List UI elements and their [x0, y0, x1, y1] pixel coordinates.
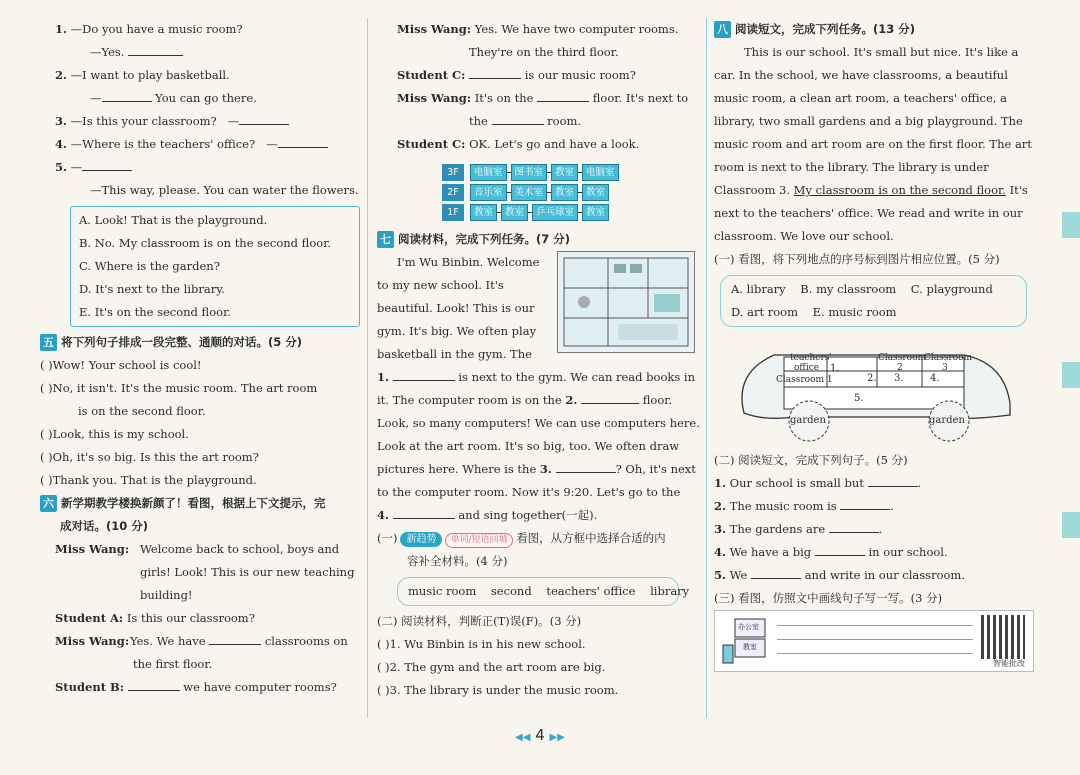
column-divider — [367, 18, 368, 718]
prev-page-icon[interactable]: ◀◀ — [515, 732, 531, 743]
passage-line: to the computer room. Now it's 9:20. Let's go to the — [377, 485, 681, 499]
passage-line: Look at the art room. It's so big, too. We often draw — [377, 439, 680, 453]
option-e: E. It's on the second floor. — [79, 305, 231, 319]
dialog-line: building! — [140, 588, 193, 602]
section-6-title-cont: 成对话。(10 分) — [60, 519, 149, 533]
passage-line: I'm Wu Binbin. Welcome — [397, 255, 540, 269]
writing-line[interactable] — [777, 639, 973, 640]
subtask-1-title: (一) 新趋势 单词/短语回填 看图，从方框中选择合适的内 — [377, 527, 699, 550]
answer-blank[interactable] — [278, 134, 328, 148]
word-box: music room second teachers' office library — [397, 577, 679, 606]
order-item: ( )No, it isn't. It's the music room. The art room — [40, 381, 318, 395]
passage-line: music room and art room are on the first floor. The art — [714, 137, 1032, 151]
car-school-diagram: teachers' office 1. Classroom Classroom 2 3 Classroom 1 2. 3. 4. 5. garden garden — [714, 333, 1034, 443]
fill-item: 4. We have a big in our school. — [714, 541, 1034, 564]
option-d: D. It's next to the library. — [79, 282, 225, 296]
fill-item: 3. The gardens are . — [714, 518, 1034, 541]
passage-line: music room, a clean art room, a teachers' office, a — [714, 91, 1007, 105]
answer-blank[interactable] — [829, 519, 879, 533]
passage-7 — [377, 251, 699, 527]
order-item: ( )Thank you. That is the playground. — [40, 473, 257, 487]
floor-row: 1F 教室 教室 乒乓球室 教室 — [442, 202, 699, 222]
answer-blank[interactable] — [581, 390, 639, 404]
writing-area: 办公室 教室 智能批改 — [714, 610, 1034, 672]
next-page-icon[interactable]: ▶▶ — [549, 732, 565, 743]
dialog-line: Student A: Is this our classroom? — [55, 611, 255, 625]
dialog-line: Student B: we have computer rooms? — [55, 676, 360, 699]
section-8-title: 八 阅读短文，完成下列任务。(13 分) — [714, 18, 1034, 41]
column-divider — [706, 18, 707, 718]
q2-answer: — You can go there. — [55, 87, 360, 110]
passage-line: basketball in the gym. The — [377, 347, 532, 361]
dialog-line: Student C: OK. Let's go and have a look. — [397, 137, 640, 151]
side-tab — [1062, 512, 1080, 538]
column-right — [714, 18, 1034, 672]
answer-blank[interactable] — [393, 505, 455, 519]
dialog-line: girls! Look! This is our new teaching — [140, 565, 355, 579]
subtask-3-title: (三) 看图，仿照文中画线句子写一写。(3 分) — [714, 591, 943, 605]
option-b: B. No. My classroom is on the second floor. — [79, 236, 332, 250]
q5-answer: —This way, please. You can water the flowers. — [90, 183, 359, 197]
side-tab — [1062, 212, 1080, 238]
q3: 3. —Is this your classroom? — — [55, 110, 360, 133]
writing-line[interactable] — [777, 653, 973, 654]
q1: 1. —Do you have a music room? — [55, 22, 243, 36]
q5: 5. — — [55, 156, 360, 179]
answer-blank[interactable] — [102, 88, 152, 102]
school-illustration — [557, 251, 695, 353]
dialog-line: Student C: is our music room? — [377, 64, 699, 87]
answer-blank[interactable] — [537, 88, 589, 102]
order-item: ( )Wow! Your school is cool! — [40, 358, 202, 372]
answer-blank[interactable] — [82, 157, 132, 171]
passage-line: 1. is next to the gym. We can read books in — [377, 366, 699, 389]
tf-item: ( )1. Wu Binbin is in his new school. — [377, 637, 586, 651]
order-item-cont: is on the second floor. — [78, 404, 206, 418]
writing-line[interactable] — [777, 625, 973, 626]
passage-line: Look, so many computers! We can use computers here. — [377, 416, 700, 430]
subtask-2-title: (二) 阅读短文，完成下列句子。(5 分) — [714, 453, 908, 467]
dialog-line: They're on the third floor. — [469, 45, 619, 59]
answer-blank[interactable] — [556, 459, 616, 473]
qr-code-icon[interactable] — [981, 615, 1025, 659]
places-box: A. library B. my classroom C. playground D. art room E. music room — [720, 275, 1027, 327]
answer-blank[interactable] — [128, 42, 183, 56]
answer-blank[interactable] — [128, 677, 180, 691]
passage-line: to my new school. It's — [377, 278, 504, 292]
q2: 2. —I want to play basketball. — [55, 68, 230, 82]
dialog-line: the room. — [377, 110, 699, 133]
passage-line: classroom. We love our school. — [714, 229, 894, 243]
floor-row: 3F 电脑室 图书室 教室 电脑室 — [442, 162, 699, 182]
page-footer — [0, 726, 1080, 744]
section-7-title: 七 阅读材料，完成下列任务。(7 分) — [377, 228, 699, 251]
dialog-line: Miss Wang:Yes. We have classrooms on — [55, 630, 360, 653]
fill-item: 5. We and write in our classroom. — [714, 564, 1034, 587]
answer-blank[interactable] — [751, 565, 801, 579]
section-6-title: 六 新学期教学楼换新颜了！看图，根据上下文提示，完 — [40, 492, 360, 515]
q1-answer: —Yes. — [55, 41, 360, 64]
order-item: ( )Look, this is my school. — [40, 427, 189, 441]
answer-blank[interactable] — [868, 473, 918, 487]
tf-item: ( )2. The gym and the art room are big. — [377, 660, 606, 674]
passage-line: room is next to the library. The library is under — [714, 160, 989, 174]
passage-line: This is our school. It's small but nice. It's like a — [744, 45, 1019, 59]
q4: 4. —Where is the teachers' office? — — [55, 133, 360, 156]
dialog-line: Miss Wang: It's on the floor. It's next to — [377, 87, 699, 110]
answer-blank[interactable] — [393, 367, 455, 381]
answer-blank[interactable] — [209, 631, 261, 645]
answer-blank[interactable] — [815, 542, 865, 556]
subtask-1-title-cont: 容补全材料。(4 分) — [407, 554, 508, 568]
order-item: ( )Oh, it's so big. Is this the art room? — [40, 450, 259, 464]
dialog-line: the first floor. — [133, 657, 213, 671]
answer-blank[interactable] — [492, 111, 544, 125]
passage-line: library, two small gardens and a big playground. The — [714, 114, 1023, 128]
answer-blank[interactable] — [840, 496, 890, 510]
underlined-sentence: My classroom is on the second floor. — [793, 183, 1006, 197]
option-a: A. Look! That is the playground. — [79, 213, 268, 227]
section-5-title: 五 将下列句子排成一段完整、通顺的对话。(5 分) — [40, 331, 360, 354]
page-number: 4 — [535, 726, 545, 744]
subtask-1-title: (一) 看图，将下列地点的序号标到图片相应位置。(5 分) — [714, 252, 1000, 266]
tf-item: ( )3. The library is under the music room. — [377, 683, 619, 697]
subtask-2-title: (二) 阅读材料，判断正(T)误(F)。(3 分) — [377, 614, 582, 628]
floor-row: 2F 音乐室 美术室 教室 教室 — [442, 182, 699, 202]
fill-item: 1. Our school is small but . — [714, 472, 1034, 495]
passage-line: car. In the school, we have classrooms, a beautiful — [714, 68, 1008, 82]
passage-line: next to the teachers' office. We read and write in our — [714, 206, 1023, 220]
passage-line: Classroom 3. My classroom is on the second floor. It's — [714, 183, 1028, 197]
passage-line: gym. It's big. We often play — [377, 324, 537, 338]
thumbnail-building: 办公室 教室 — [721, 615, 771, 665]
column-middle — [377, 18, 699, 702]
options-box — [70, 206, 360, 327]
passage-line: pictures here. Where is the 3. ? Oh, it's next — [377, 458, 699, 481]
fill-item: 2. The music room is . — [714, 495, 1034, 518]
building-diagram — [442, 162, 699, 222]
column-left — [40, 18, 360, 699]
answer-blank[interactable] — [239, 111, 289, 125]
answer-blank[interactable] — [469, 65, 521, 79]
side-tab — [1062, 362, 1080, 388]
dialog-line: Miss Wang: Welcome back to school, boys and — [55, 542, 340, 556]
option-c: C. Where is the garden? — [79, 259, 220, 273]
dialog-line: Miss Wang: Yes. We have two computer rooms. — [397, 22, 679, 36]
passage-line: it. The computer room is on the 2. floor. — [377, 389, 699, 412]
passage-line: 4. and sing together(一起). — [377, 504, 699, 527]
passage-line: beautiful. Look! This is our — [377, 301, 535, 315]
